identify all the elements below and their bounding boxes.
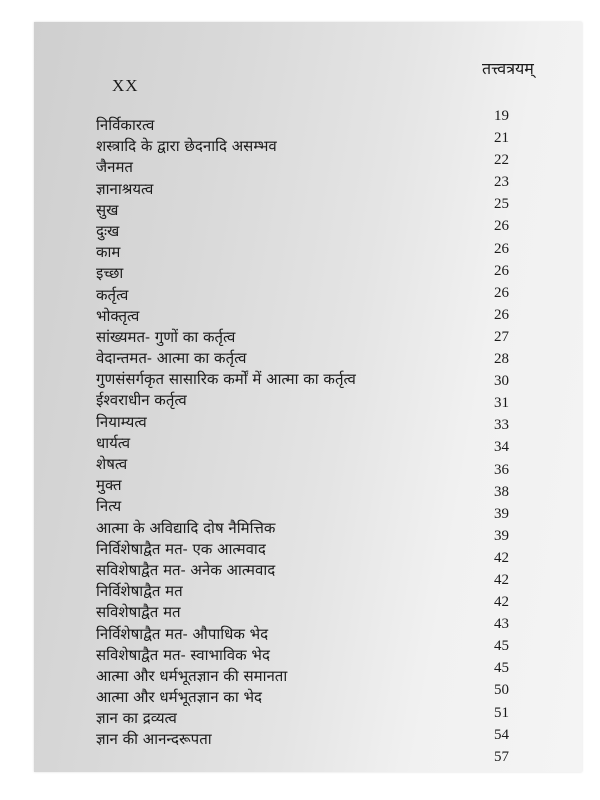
page-number: 26 [494, 262, 509, 279]
page-number: 27 [494, 328, 509, 345]
contents-entry: कर्तृत्व [96, 285, 129, 304]
contents-entry: भोक्तृत्व [96, 306, 140, 325]
page-number: 25 [494, 196, 509, 213]
page-number: 54 [494, 726, 509, 743]
contents-entry: ज्ञानाश्रयत्व [96, 179, 154, 198]
page-number: 43 [494, 616, 509, 633]
page-number: 42 [494, 571, 509, 588]
page-number: 30 [494, 373, 509, 390]
page-number: 33 [494, 417, 509, 434]
contents-entry: आत्मा और धर्मभूतज्ञान की समानता [96, 666, 288, 685]
contents-entry: ज्ञान की आनन्दरूपता [96, 730, 212, 749]
contents-entry: ईश्वराधीन कर्तृत्व [96, 391, 187, 410]
contents-page-numbers [494, 105, 509, 768]
page-number: 34 [494, 439, 509, 456]
contents-entry: नित्य [96, 497, 122, 516]
page-number: 26 [494, 240, 509, 257]
page-number: 26 [494, 284, 509, 301]
contents-entry: सविशेषाद्वैत मत- अनेक आत्मवाद [96, 560, 276, 579]
page-number: 45 [494, 660, 509, 677]
page-number: 42 [494, 549, 509, 566]
contents-entry: सविशेषाद्वैत मत [96, 603, 181, 622]
contents-entry: काम [96, 243, 121, 262]
page-number: 21 [494, 130, 509, 147]
page-number: 45 [494, 638, 509, 655]
page-number: 42 [494, 594, 509, 611]
page-number: 26 [494, 218, 509, 235]
contents-entry: मुक्त [96, 476, 122, 495]
page-number: 26 [494, 306, 509, 323]
page-number: 19 [494, 108, 509, 124]
contents-entry: दुःख [96, 221, 120, 240]
contents-entry: शस्त्रादि के द्वारा छेदनादि असम्भव [96, 137, 277, 156]
page-number: 39 [494, 527, 509, 544]
book-page [34, 22, 582, 772]
contents-entry: शेषत्व [96, 455, 128, 473]
contents-entry: गुणसंसर्गकृत सासारिक कर्मों में आत्मा का कर्तृत्व [96, 370, 356, 389]
page-number: 36 [494, 461, 509, 478]
contents-entry: नियाम्यत्व [96, 412, 147, 431]
page-number: 22 [494, 152, 509, 169]
contents-entry: धार्यत्व [96, 433, 131, 452]
contents-entry: सविशेषाद्वैत मत- स्वाभाविक भेद [96, 645, 270, 664]
page-number: 23 [494, 174, 509, 191]
running-title: तत्त्वत्रयम् [482, 59, 534, 78]
page-number: 38 [494, 483, 509, 500]
contents-entry: जैनमत [96, 158, 133, 177]
contents-entry: वेदान्तमत- आत्मा का कर्तृत्व [96, 349, 247, 368]
contents-entry: सांख्यमत- गुणों का कर्तृत्व [96, 327, 236, 346]
contents-entry: ज्ञान का द्रव्यत्व [96, 709, 177, 728]
contents-entry: सुख [96, 200, 119, 219]
contents-entry: निर्विशेषाद्वैत मत [96, 582, 183, 601]
page-number: 31 [494, 395, 509, 412]
page-folio: XX [112, 76, 139, 95]
contents-entry: निर्विशेषाद्वैत मत- औपाधिक भेद [96, 624, 269, 643]
page-number: 57 [494, 748, 509, 765]
page-number: 39 [494, 505, 509, 522]
contents-entry: इच्छा [96, 264, 124, 283]
contents-entries [96, 115, 356, 751]
page-number: 50 [494, 682, 509, 699]
contents-entry: आत्मा और धर्मभूतज्ञान का भेद [96, 688, 262, 707]
page-number: 51 [494, 704, 509, 721]
contents-entry: आत्मा के अविद्यादि दोष नैमित्तिक [96, 518, 276, 537]
contents-entry: निर्विशेषाद्वैत मत- एक आत्मवाद [96, 539, 266, 558]
contents-entry: निर्विकारत्व [96, 116, 155, 134]
page-number: 28 [494, 351, 509, 368]
